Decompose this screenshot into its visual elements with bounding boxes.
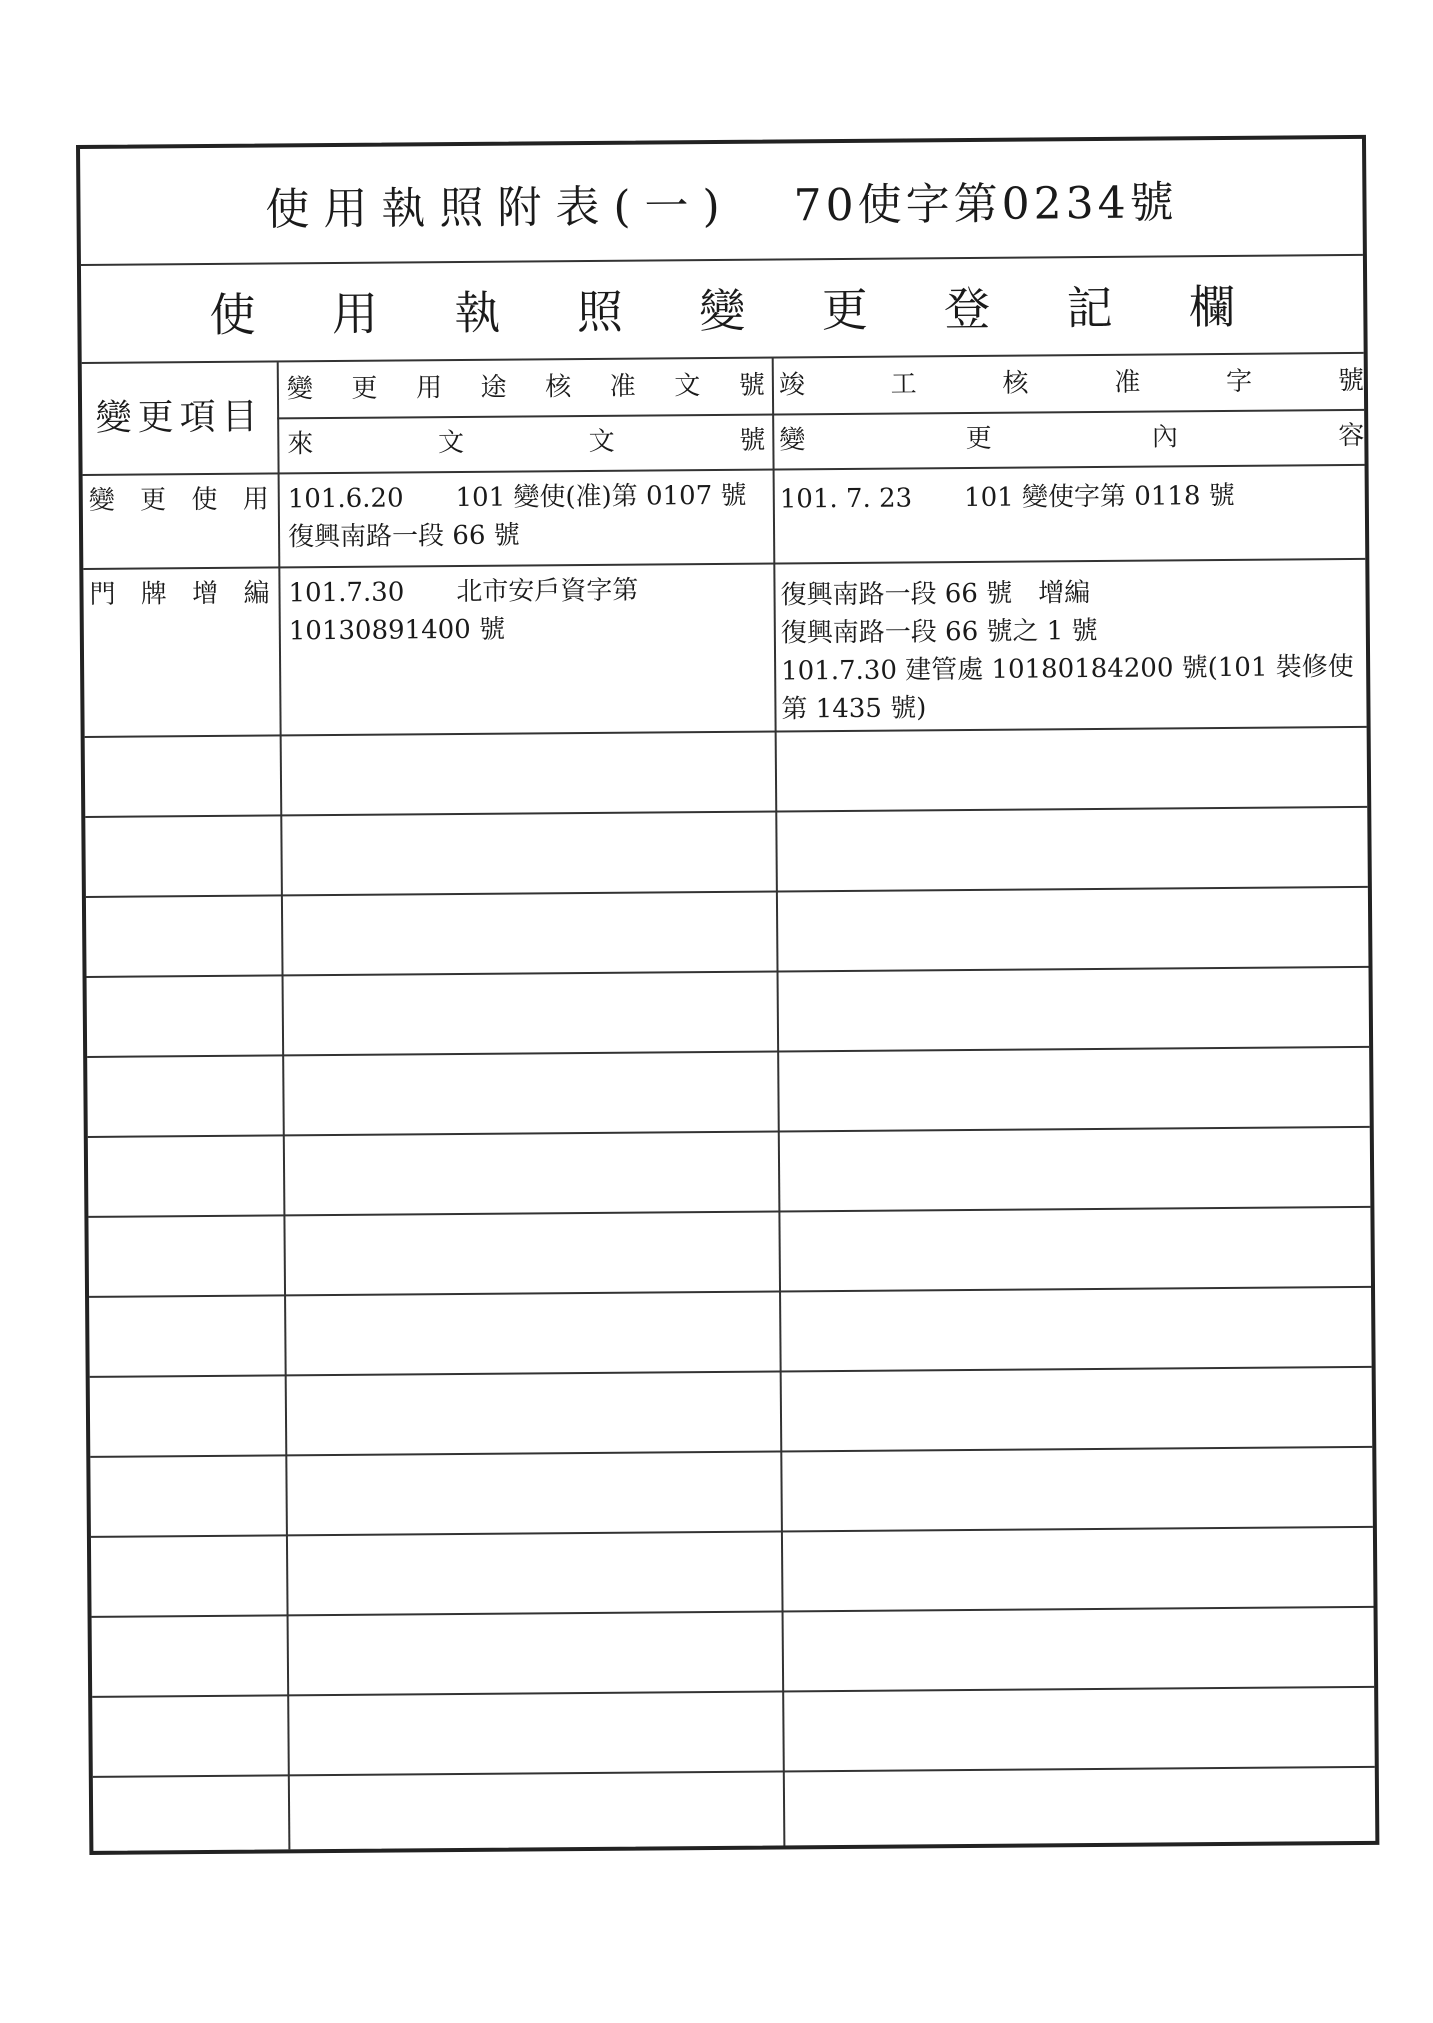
row-divider	[90, 1366, 1372, 1378]
header-char: 變	[779, 425, 806, 456]
row-divider	[91, 1526, 1373, 1538]
item-char: 使	[191, 484, 218, 516]
row-item	[89, 574, 269, 613]
header-char: 竣	[778, 370, 806, 401]
item-char: 門	[89, 579, 116, 610]
row-divider	[87, 966, 1369, 978]
row-divider	[93, 1766, 1375, 1778]
item-char: 更	[140, 485, 167, 516]
header-char: 核	[1002, 368, 1029, 399]
header-source	[287, 422, 765, 464]
cell-line: 復興南路一段 66 號	[287, 520, 520, 553]
register-table	[82, 354, 1376, 1851]
header-char: 容	[1338, 420, 1365, 452]
license-number: 70使字第0234號	[793, 176, 1178, 231]
header-char: 號	[1337, 365, 1365, 397]
section-title	[81, 254, 1364, 364]
section-title-char: 記	[1066, 280, 1113, 336]
header-approval	[287, 367, 765, 409]
header-item: 變更項目	[95, 396, 264, 439]
section-title-char: 變	[699, 283, 746, 339]
item-char: 增	[192, 578, 219, 610]
item-char: 編	[243, 578, 270, 609]
row-divider	[92, 1686, 1374, 1698]
completion-cell	[780, 476, 1370, 519]
cell-line: 101.7.30 建管處 10180184200 號(101 裝修使	[781, 651, 1354, 687]
row-divider	[86, 886, 1368, 898]
row-divider	[90, 1446, 1372, 1458]
header-content	[779, 417, 1364, 460]
header-char: 文	[437, 427, 465, 459]
header-completion	[779, 362, 1364, 405]
header-char: 變	[286, 374, 314, 405]
section-title-char: 欄	[1188, 279, 1236, 335]
cell-line: 復興南路一段 66 號 增編	[780, 578, 1091, 611]
row-divider	[89, 1286, 1371, 1298]
item-char: 用	[242, 484, 269, 515]
row-divider	[83, 558, 1365, 570]
header-char: 用	[415, 373, 443, 404]
form-frame	[76, 135, 1379, 1855]
row-divider	[87, 1046, 1369, 1058]
approval-cell	[288, 571, 769, 651]
header-char: 核	[545, 372, 572, 403]
row-divider	[92, 1606, 1374, 1618]
header-char: 工	[890, 369, 917, 400]
item-char: 變	[88, 485, 115, 516]
row-item	[89, 480, 269, 519]
cell-line: 復興南路一段 66 號之 1 號	[780, 615, 1098, 649]
section-title-char: 使	[209, 287, 256, 342]
section-title-char: 登	[943, 281, 991, 337]
header-char: 准	[609, 371, 636, 402]
section-title-char: 照	[576, 284, 624, 340]
row-divider	[85, 806, 1367, 818]
row-divider	[85, 726, 1367, 738]
header-char: 途	[480, 372, 507, 403]
header-char: 號	[738, 370, 765, 401]
header-char: 文	[588, 426, 615, 457]
header-char: 內	[1151, 422, 1179, 453]
header-char: 更	[965, 423, 992, 455]
header-char: 文	[674, 371, 701, 402]
cell-line: 101.6.20 101 變使(准)第 0107 號	[287, 480, 747, 515]
completion-cell	[780, 572, 1371, 729]
form-title-text: 使用執照附表(一)	[265, 180, 734, 236]
header-char: 來	[287, 429, 314, 460]
header-char: 准	[1114, 367, 1141, 398]
section-title-char: 用	[331, 286, 379, 341]
cell-line: 101. 7. 23 101 變使字第 0118 號	[779, 480, 1235, 515]
section-title-char: 更	[821, 282, 868, 338]
section-title-char: 執	[454, 285, 501, 341]
cell-line: 101.7.30 北市安戶資字第	[288, 575, 639, 609]
item-char: 牌	[140, 579, 167, 610]
cell-line: 10130891400 號	[288, 614, 506, 647]
row-divider	[88, 1206, 1370, 1218]
approval-cell	[288, 477, 769, 557]
row-divider	[88, 1126, 1370, 1138]
header-char: 字	[1225, 366, 1253, 397]
form-title	[80, 139, 1363, 266]
header-char: 號	[739, 425, 766, 456]
cell-line: 第 1435 號)	[781, 693, 927, 725]
header-char: 更	[351, 373, 378, 404]
